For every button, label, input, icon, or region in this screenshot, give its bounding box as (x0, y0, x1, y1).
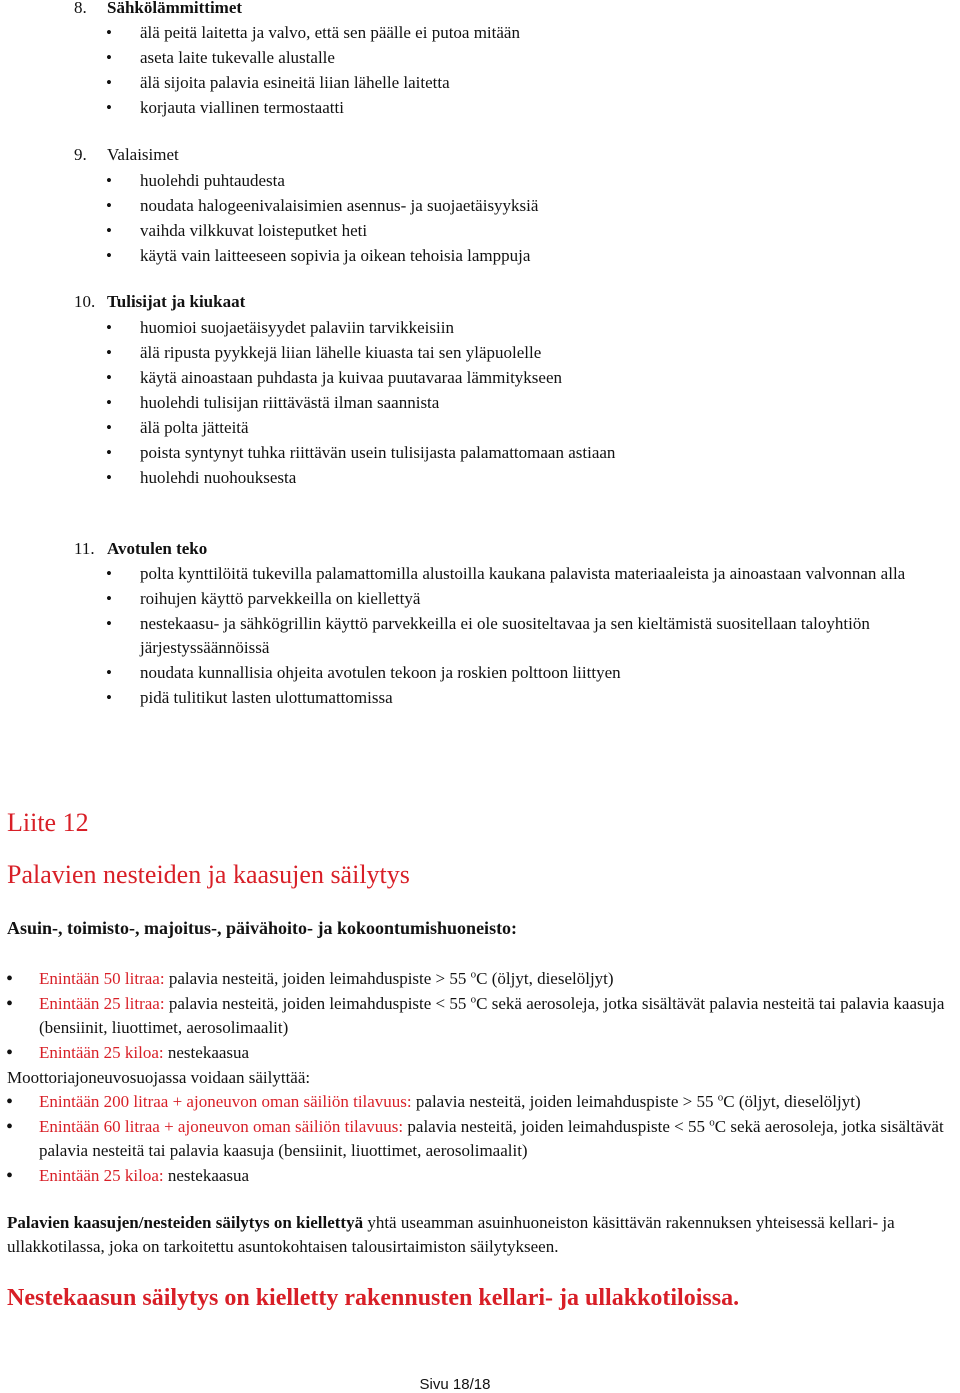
list-item: • korjauta viallinen termostaatti (0, 95, 520, 120)
section-number: 8. (74, 0, 87, 17)
degree-sup: o (709, 1116, 715, 1129)
list-item (0, 1115, 945, 1163)
section-number: 9. (74, 145, 87, 164)
storage-list-vehicle (0, 1090, 945, 1189)
list-item: • huolehdi tulisijan riittävästä ilman saannista (0, 390, 615, 415)
section-title: Avotulen teko (107, 539, 208, 558)
list-item: • huomioi suojaetäisyydet palaviin tarvikkeisiin (0, 315, 615, 340)
list-item: • älä ripusta pyykkejä liian lähelle kiuasta tai sen yläpuolelle (0, 340, 615, 365)
item-text: palavia nesteitä, joiden leimahduspiste > 55 (164, 969, 471, 988)
section-title: Sähkölämmittimet (107, 0, 243, 17)
item-text: C (öljyt, dieselöljyt) (723, 1092, 861, 1111)
section-title: Tulisijat ja kiukaat (107, 292, 246, 311)
list-item: • aseta laite tukevalle alustalle (0, 45, 520, 70)
list-item (0, 1041, 945, 1065)
list-item: • noudata halogeenivalaisimien asennus- ja suojaetäisyyksiä (0, 193, 538, 218)
item-text: nestekaasua (163, 1043, 250, 1062)
appendix-title: Palavien nesteiden ja kaasujen säilytys (7, 860, 410, 889)
limit-label: Enintään 25 kiloa: (39, 1043, 164, 1062)
limit-label: Enintään 25 litraa: (39, 994, 165, 1013)
degree-sup: o (470, 968, 477, 981)
section-number: 11. (74, 539, 95, 558)
list-item (0, 1164, 945, 1188)
list-item: • älä peitä laitetta ja valvo, että sen päälle ei putoa mitään (0, 20, 520, 45)
prohibition-text: yhtä useamman asuinhuoneiston käsittävän rakennuksen yhteisessä kellari- ja ullakkotilassa, joka on tarkoitettu asuntokohtaisen talousirtaimiston säilytykseen. (7, 1213, 895, 1256)
list-item: • huolehdi puhtaudesta (0, 168, 538, 193)
limit-label: Enintään 60 litraa + ajoneuvon oman säiliön tilavuus: (39, 1117, 404, 1136)
final-warning: Nestekaasun säilytys on kielletty rakennusten kellari- ja ullakkotiloissa. (7, 1285, 740, 1311)
list-item: • käytä vain laitteeseen sopivia ja oikean tehoisia lamppuja (0, 243, 538, 268)
item-text: palavia nesteitä, joiden leimahduspiste < 55 (164, 994, 471, 1013)
prohibition-bold: Palavien kaasujen/nesteiden säilytys on kiellettyä (7, 1213, 364, 1232)
list-item: • noudata kunnallisia ohjeita avotulen tekoon ja roskien polttoon liittyen (0, 661, 960, 685)
limit-label: Enintään 25 kiloa: (39, 1166, 164, 1185)
item-text: C sekä aerosoleja, jotka sisältävät palavia nesteitä tai palavia kaasuja (bensiinit, liuottimet, aerosolimaalit) (39, 994, 945, 1037)
list-item: • vaihda vilkkuvat loisteputket heti (0, 218, 538, 243)
list-item (0, 967, 945, 991)
item-text: C (öljyt, dieselöljyt) (476, 969, 614, 988)
section-number: 10. (74, 292, 96, 311)
item-text: C sekä aerosoleja, jotka sisältävät palavia nesteitä tai palavia kaasuja (bensiinit, liuottimet, aerosolimaalit) (39, 1117, 944, 1160)
vehicle-intro: Moottoriajoneuvosuojassa voidaan säilyttää: (7, 1068, 311, 1087)
list-item: • nestekaasu- ja sähkögrillin käyttö parvekkeilla ei ole suositeltavaa ja sen kieltämistä suositellaan taloyhtiön järjestyssäännöissä (0, 612, 960, 660)
list-item: • poista syntynyt tuhka riittävän usein tulisijasta palamattomaan astiaan (0, 440, 615, 465)
list-item: • huolehdi nuohouksesta (0, 465, 615, 490)
item-text: palavia nesteitä, joiden leimahduspiste > 55 (411, 1092, 718, 1111)
item-text: nestekaasua (163, 1166, 250, 1185)
list-item: • polta kynttilöitä tukevilla palamattomilla alustoilla kaukana palavista materiaaleista ja ainoastaan valvonnan alla (0, 562, 960, 586)
list-item: • älä sijoita palavia esineitä liian lähelle laitetta (0, 70, 520, 95)
storage-list-residential (0, 967, 945, 1066)
list-item: • pidä tulitikut lasten ulottumattomissa (0, 686, 960, 710)
section-8-list (0, 20, 520, 120)
appendix-subtitle: Asuin-, toimisto-, majoitus-, päivähoito- ja kokoontumishuoneisto: (7, 918, 518, 938)
item-text: palavia nesteitä, joiden leimahduspiste < 55 (403, 1117, 710, 1136)
section-11-heading (74, 538, 207, 560)
list-item (0, 992, 945, 1040)
degree-sup: o (470, 993, 477, 1006)
list-item: • älä polta jätteitä (0, 415, 615, 440)
limit-label: Enintään 200 litraa + ajoneuvon oman säiliön tilavuus: (39, 1092, 412, 1111)
limit-label: Enintään 50 litraa: (39, 969, 165, 988)
section-10-list (0, 315, 615, 490)
section-8-heading (74, 0, 242, 19)
section-10-heading (74, 291, 245, 313)
list-item: • käytä ainoastaan puhdasta ja kuivaa puutavaraa lämmitykseen (0, 365, 615, 390)
page-number: Sivu 18/18 (419, 1376, 491, 1393)
section-9-heading (74, 144, 179, 166)
list-item (0, 1090, 945, 1114)
section-title: Valaisimet (107, 145, 179, 164)
section-9-list (0, 168, 538, 268)
list-item: • roihujen käyttö parvekkeilla on kiellettyä (0, 587, 960, 611)
degree-sup: o (717, 1091, 724, 1104)
prohibition-paragraph (7, 1211, 952, 1259)
section-11-list (0, 562, 960, 711)
appendix-label: Liite 12 (7, 808, 89, 837)
